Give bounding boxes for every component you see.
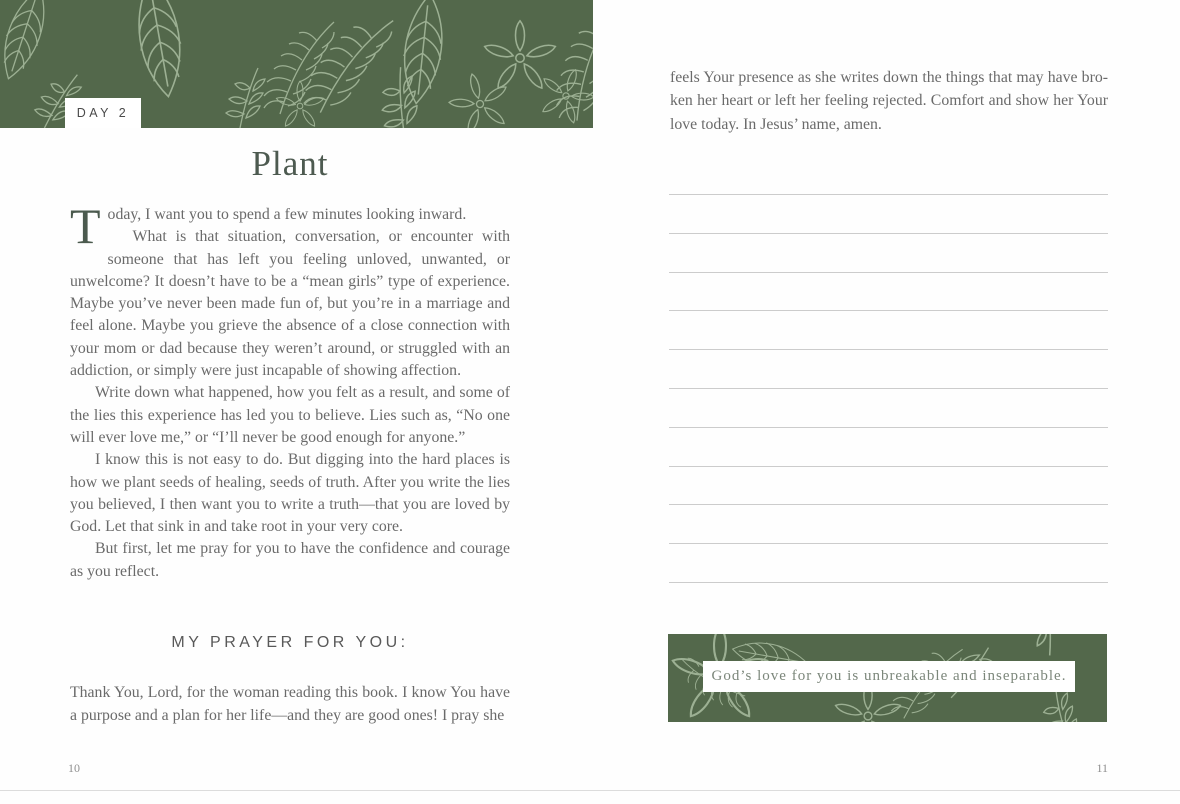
chapter-banner — [0, 0, 593, 128]
journal-rule-line — [669, 233, 1108, 234]
continuation-line: feels Your presence as she writes down the things that may have bro- — [670, 69, 1108, 86]
journal-rule-line — [669, 427, 1108, 428]
continuation-line: love today. In Jesus’ name, amen. — [670, 115, 882, 133]
body-paragraph: But first, let me pray for you to have the confidence and courage as you reflect. — [70, 540, 510, 580]
page-number-right: 11 — [1096, 761, 1108, 775]
journal-rule-line — [669, 194, 1108, 195]
journal-rule-line — [669, 466, 1108, 467]
prayer-paragraph-line: a purpose and a plan for her life—and they are good ones! I pray she — [70, 707, 505, 725]
body-paragraph: What is that situation, conversation, or encounter with someone that has left you feeling unloved, unwanted, or unwelcome? It doesn’t have to be a “mean girls” type of experience. Maybe you’ve never been made fun of, but you’re in a marriage and feel alone. Maybe you grieve the absence of a close connection with your mom or dad because they weren’t around, or struggled with an addiction, or simply were just incapable of showing affection. — [70, 228, 510, 380]
journal-rule-line — [669, 310, 1108, 311]
dropcap-letter: T — [70, 198, 101, 254]
day-badge — [65, 98, 141, 128]
page-edge-line — [0, 790, 1180, 791]
journal-lines — [669, 194, 1108, 594]
journal-rule-line — [669, 543, 1108, 544]
page-number-left: 10 — [68, 761, 80, 775]
chapter-title: Plant — [251, 144, 329, 183]
quote-text: God’s love for you is unbreakable and inseparable. — [711, 668, 1067, 684]
quote-strip — [703, 661, 1075, 692]
quote-banner — [668, 634, 1107, 722]
prayer-continuation — [670, 66, 1108, 136]
journal-rule-line — [669, 388, 1108, 389]
prayer-paragraph — [70, 681, 510, 727]
continuation-line: ken her heart or left her feeling rejected. Comfort and show her Your — [670, 92, 1108, 110]
body-paragraph: Write down what happened, how you felt as a result, and some of the lies this experience has led you to believe. Lies such as, “No one will ever love me,” or “I’ll never be good enough for anyone.” — [70, 384, 510, 446]
prayer-heading: MY PRAYER FOR YOU: — [171, 634, 409, 651]
journal-rule-line — [669, 272, 1108, 273]
journal-rule-line — [669, 504, 1108, 505]
body-paragraph: oday, I want you to spend a few minutes looking inward. — [107, 206, 467, 223]
body-paragraph: I know this is not easy to do. But digging into the hard places is how we plant seeds of healing, seeds of truth. After you write the lies you believed, I then want you to write a truth—that you are loved by God. Let that sink in and take root in your very core. — [70, 451, 510, 536]
chapter-body-text — [70, 198, 510, 583]
day-badge-label: DAY 2 — [76, 106, 130, 120]
prayer-paragraph-line: Thank You, Lord, for the woman reading this book. I know You have — [70, 684, 510, 701]
journal-rule-line — [669, 349, 1108, 350]
journal-rule-line — [669, 582, 1108, 583]
